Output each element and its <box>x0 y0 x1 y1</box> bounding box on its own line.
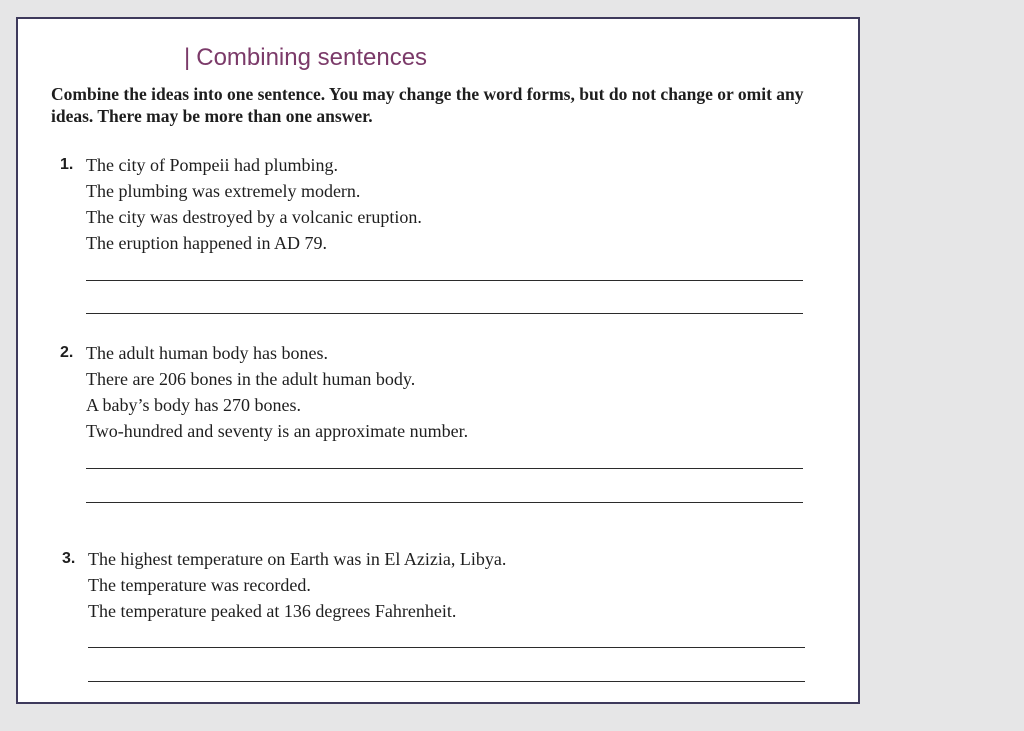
sentence: The city was destroyed by a volcanic eruption. <box>86 207 422 227</box>
sentence: The city of Pompeii had plumbing. <box>86 155 338 175</box>
sentence: The temperature was recorded. <box>88 575 311 595</box>
section-title <box>184 44 427 72</box>
instructions-text: Combine the ideas into one sentence. You may change the word forms, but do not change or omit any ideas. There may be more than one answer. <box>51 84 804 126</box>
exercise-number: 1. <box>60 156 74 173</box>
sentence: The plumbing was extremely modern. <box>86 181 361 201</box>
answer-line[interactable] <box>86 313 803 314</box>
exercise-number: 2. <box>60 344 74 361</box>
sentence: There are 206 bones in the adult human body. <box>86 369 416 389</box>
answer-line[interactable] <box>86 502 803 503</box>
worksheet-page <box>16 17 860 704</box>
sentence: The eruption happened in AD 79. <box>86 233 327 253</box>
title-bar-divider: | <box>184 44 191 71</box>
sentence: A baby’s body has 270 bones. <box>86 395 301 415</box>
exercise-number: 3. <box>62 550 76 567</box>
answer-line[interactable] <box>88 681 805 682</box>
sentence: The highest temperature on Earth was in El Azizia, Libya. <box>88 549 507 569</box>
sentence: The adult human body has bones. <box>86 343 328 363</box>
exercise-sentences <box>86 340 806 444</box>
answer-line[interactable] <box>88 647 805 648</box>
title-text: Combining sentences <box>196 44 428 71</box>
answer-line[interactable] <box>86 468 803 469</box>
answer-line[interactable] <box>86 280 803 281</box>
exercise-sentences <box>86 152 806 256</box>
exercise-sentences <box>88 546 808 624</box>
sentence: Two-hundred and seventy is an approximate number. <box>86 421 469 441</box>
sentence: The temperature peaked at 136 degrees Fahrenheit. <box>88 601 457 621</box>
